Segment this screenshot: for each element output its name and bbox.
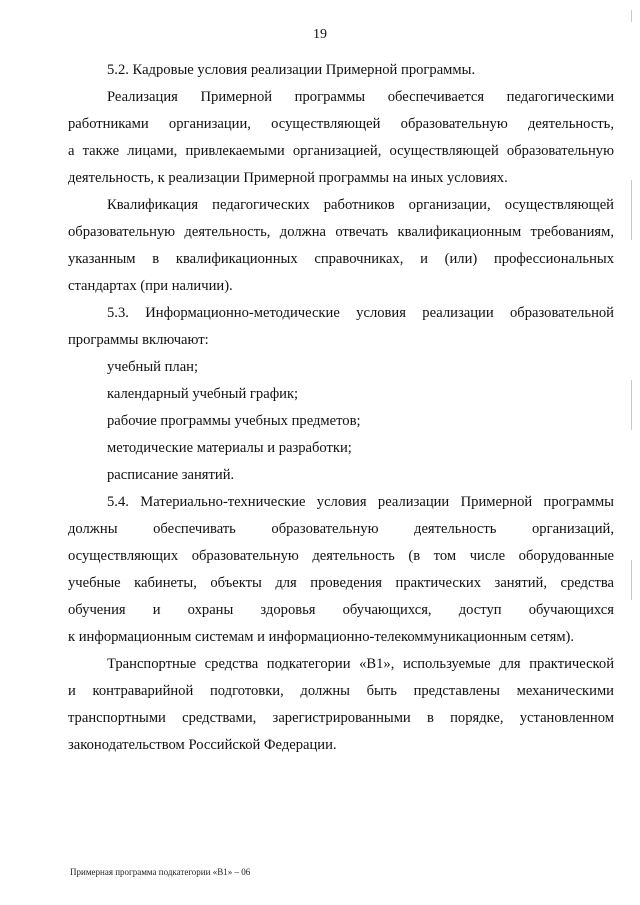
list-item: календарный учебный график; [107, 386, 299, 402]
text-line: 5.3. Информационно-методические условия реализации образовательной [107, 305, 614, 321]
text-line: а также лицами, привлекаемыми организацией, осуществляющей образовательную [68, 143, 614, 159]
list-item: расписание занятий. [107, 467, 235, 483]
page-footer: Примерная программа подкатегории «В1» – 06 [70, 867, 251, 877]
text-line: 5.2. Кадровые условия реализации Примерной программы. [107, 62, 476, 78]
list-item: рабочие программы учебных предметов; [107, 413, 361, 429]
scan-edge-mark [631, 560, 632, 600]
text-line: образовательную деятельность, должна отвечать квалификационным требованиям, [68, 224, 614, 240]
text-line: 5.4. Материально-технические условия реализации Примерной программы [107, 494, 614, 510]
page-number: 19 [313, 27, 327, 42]
text-line: деятельность, к реализации Примерной программы на иных условиях. [68, 170, 508, 186]
list-item: учебный план; [107, 359, 199, 375]
text-line: Квалификация педагогических работников организации, осуществляющей [107, 197, 614, 213]
text-line: обучения и охраны здоровья обучающихся, доступ обучающихся [68, 602, 614, 618]
text-line: Транспортные средства подкатегории «В1», используемые для практической [107, 656, 614, 672]
text-line: должны обеспечивать образовательную деятельность организаций, [68, 521, 614, 537]
text-line: стандартах (при наличии). [68, 278, 233, 294]
text-line: транспортными средствами, зарегистрированными в порядке, установленном [68, 710, 614, 726]
text-line: к информационным системам и информационно-телекоммуникационным сетям). [68, 629, 575, 645]
list-item: методические материалы и разработки; [107, 440, 352, 456]
text-line: указанным в квалификационных справочниках, и (или) профессиональных [68, 251, 614, 267]
scan-edge-mark [631, 380, 632, 430]
text-line: осуществляющих образовательную деятельность (в том числе оборудованные [68, 548, 614, 564]
text-line: программы включают: [68, 332, 209, 348]
text-line: работниками организации, осуществляющей образовательную деятельность, [68, 116, 614, 132]
text-line: законодательством Российской Федерации. [68, 737, 337, 753]
text-line: Реализация Примерной программы обеспечивается педагогическими [107, 89, 614, 105]
text-line: учебные кабинеты, объекты для проведения практических занятий, средства [68, 575, 614, 591]
scan-edge-mark [631, 10, 632, 22]
scan-edge-mark [631, 180, 632, 240]
text-line: и контраварийной подготовки, должны быть представлены механическими [68, 683, 614, 699]
